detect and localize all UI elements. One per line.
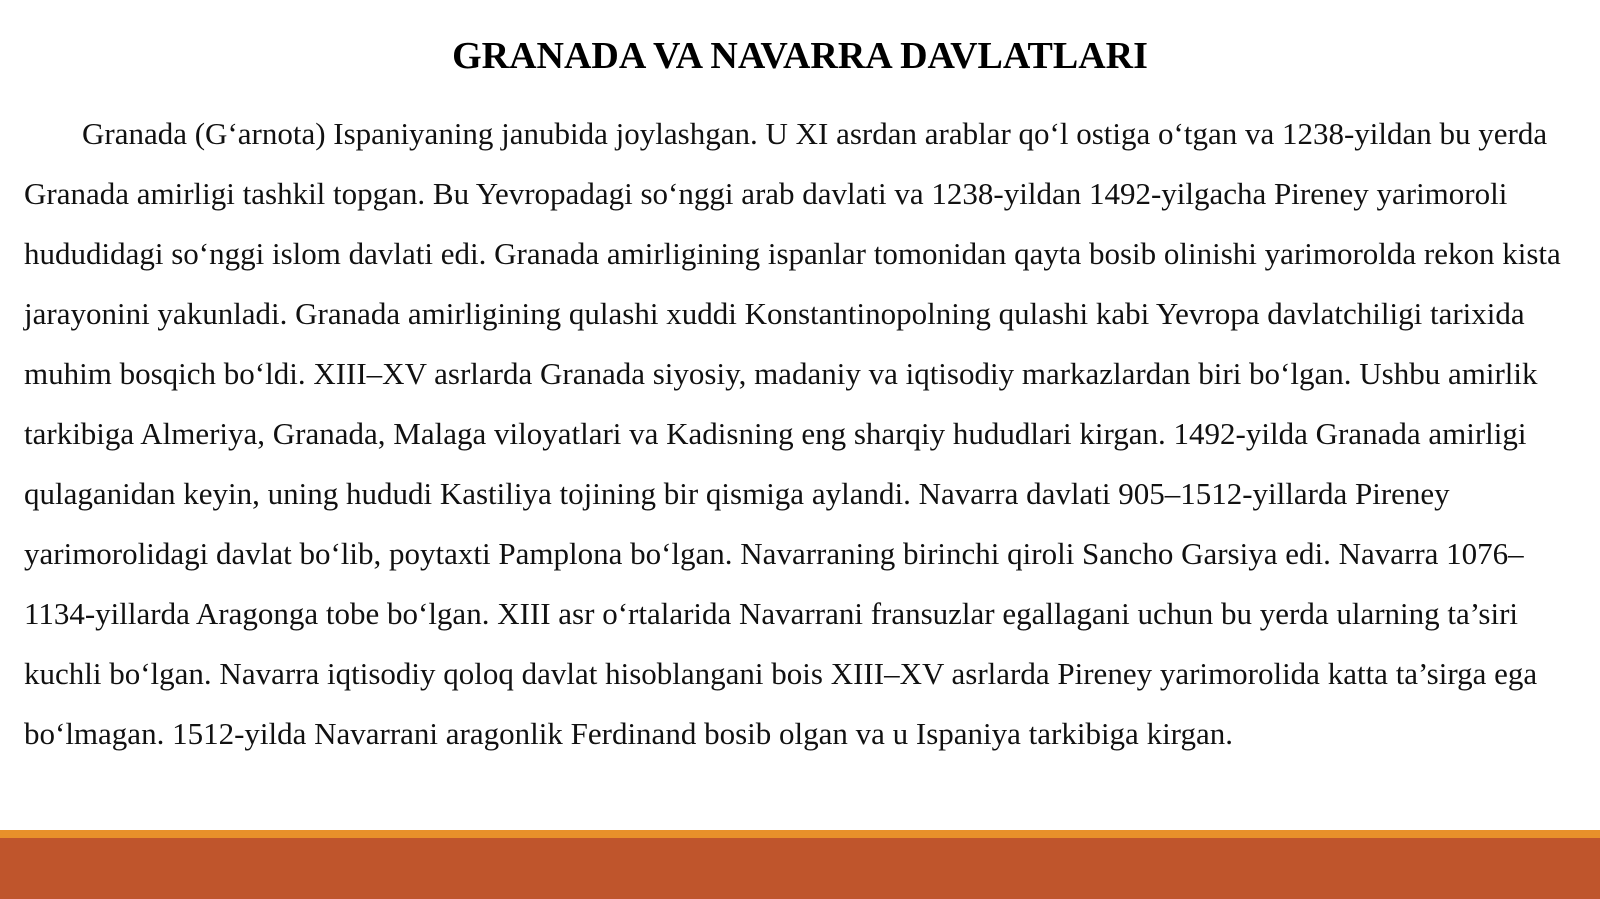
footer-accent-line xyxy=(0,830,1600,838)
slide-body-paragraph: Granada (G‘arnota) Ispaniyaning janubida joylashgan. U XI asrdan arablar qo‘l ostiga o‘tgan va 1238-yildan bu yerda Granada amirligi tashkil topgan. Bu Yevropadagi so‘nggi arab davlati va 1238-yildan 1492-yilgacha Pireney yarimoroli hududidagi so‘nggi islom davlati edi. Granada amirligining ispanlar tomonidan qayta bosib olinishi yarimorolda rekon kista jarayonini yakunladi. Granada amirligining qulashi xuddi Konstantinopolning qulashi kabi Yevropa davlatchiligi tarixida muhim bosqich bo‘ldi. XIII–XV asrlarda Granada siyosiy, madaniy va iqtisodiy markazlardan biri bo‘lgan. Ushbu amirlik tarkibiga Almeriya, Granada, Malaga viloyatlari va Kadisning eng sharqiy hududlari kirgan. 1492-yilda Granada amirligi qulaganidan keyin, uning hududi Kastiliya tojining bir qismiga aylandi. Navarra davlati 905–1512-yillarda Pireney yarimorolidagi davlat bo‘lib, poytaxti Pamplona bo‘lgan. Navarraning birinchi qiroli Sancho Garsiya edi. Navarra 1076–1134-yillarda Aragonga tobe bo‘lgan. XIII asr o‘rtalarida Navarrani fransuzlar egallagani uchun bu yerda ularning ta’siri kuchli bo‘lgan. Navarra iqtisodiy qoloq davlat hisoblangani bois XIII–XV asrlarda Pireney yarimorolida katta ta’sirga ega bo‘lmagan. 1512-yilda Navarrani aragonlik Ferdinand bosib olgan va u Ispaniya tarkibiga kirgan. xyxy=(24,116,1561,751)
footer-bar xyxy=(0,838,1600,899)
slide-title: GRANADA VA NAVARRA DAVLATLARI xyxy=(452,35,1148,77)
